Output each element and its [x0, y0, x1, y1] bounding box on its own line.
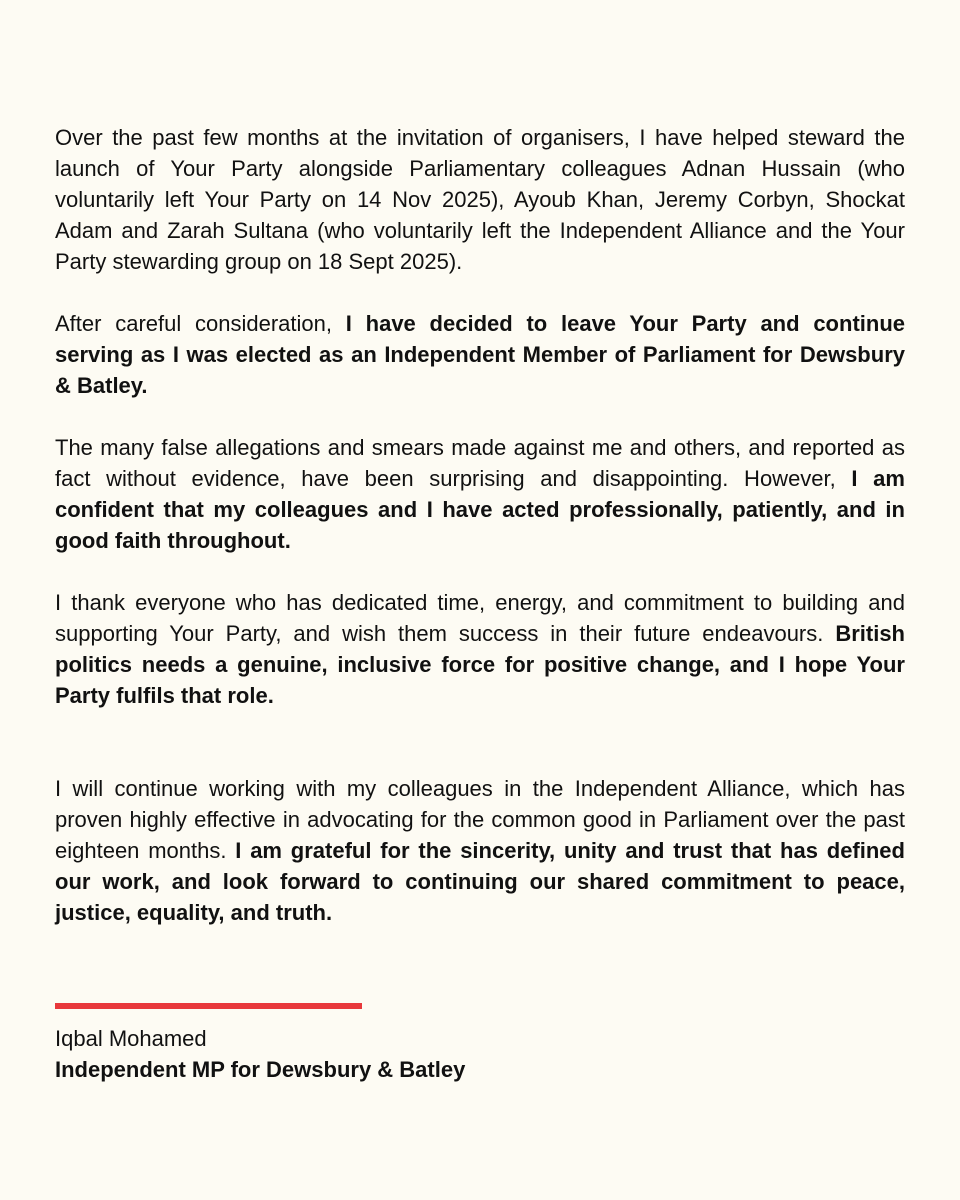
signoff-title: Independent MP for Dewsbury & Batley [55, 1057, 466, 1082]
paragraph-allegations [55, 432, 905, 556]
statement-body [55, 122, 905, 959]
paragraph-thanks [55, 587, 905, 711]
paragraph-decision [55, 308, 905, 401]
paragraph-text: I will continue working with my colleagues in the Independent Alliance, which has proven highly effective in advocating for the common good in Parliament over the past eighteen months. [55, 776, 905, 863]
signoff-block [55, 1023, 465, 1085]
signoff-name: Iqbal Mohamed [55, 1026, 207, 1051]
paragraph-emphasis: I have decided to leave Your Party and continue serving as I was elected as an Independent Member of Parliament for Dewsbury & Batley. [55, 311, 905, 398]
paragraph-emphasis: I am grateful for the sincerity, unity and trust that has defined our work, and look forward to continuing our shared commitment to peace, justice, equality, and truth. [55, 838, 905, 925]
paragraph-emphasis: I am confident that my colleagues and I have acted professionally, patiently, and in good faith throughout. [55, 466, 905, 553]
paragraph-independent-alliance [55, 773, 905, 928]
paragraph-text: After careful consideration, [55, 311, 346, 336]
paragraph-stewarding [55, 122, 905, 277]
paragraph-emphasis: British politics needs a genuine, inclusive force for positive change, and I hope Your Party fulfils that role. [55, 621, 905, 708]
signoff-divider [55, 1003, 362, 1009]
paragraph-text: The many false allegations and smears made against me and others, and reported as fact without evidence, have been surprising and disappointing. However, [55, 435, 905, 491]
paragraph-text: I thank everyone who has dedicated time, energy, and commitment to building and supporting Your Party, and wish them success in their future endeavours. [55, 590, 905, 646]
paragraph-text: Over the past few months at the invitation of organisers, I have helped steward the launch of Your Party alongside Parliamentary colleagues Adnan Hussain (who voluntarily left Your Party on 14 Nov 2025), Ayoub Khan, Jeremy Corbyn, Shockat Adam and Zarah Sultana (who voluntarily left the Independent Alliance and the Your Party stewarding group on 18 Sept 2025). [55, 125, 905, 274]
